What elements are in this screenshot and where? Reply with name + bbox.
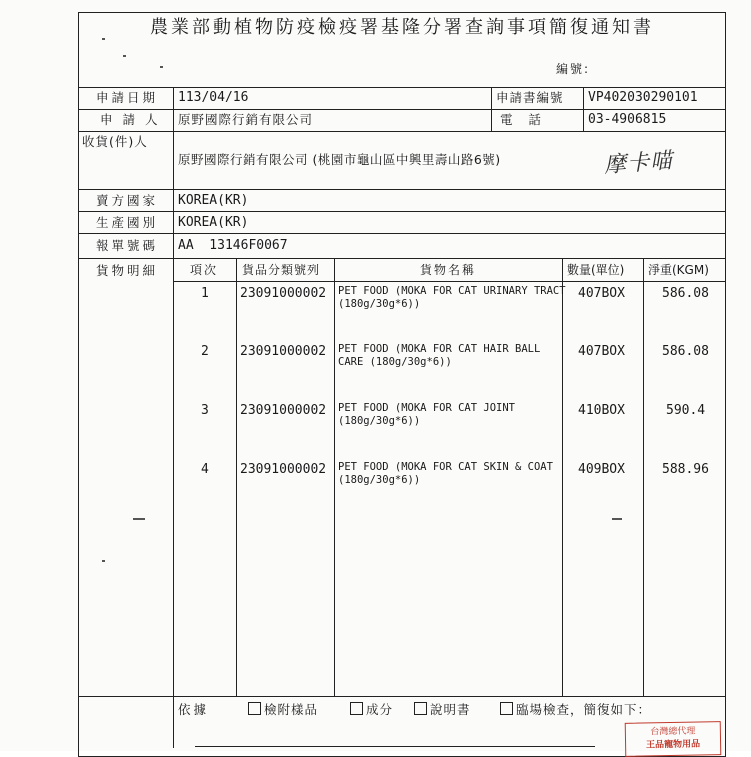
- item-weight: 588.96: [662, 462, 709, 477]
- stamp-line1: 台灣總代理: [650, 726, 696, 738]
- rule: [78, 87, 726, 88]
- item-number: 1: [201, 286, 209, 301]
- checkbox: [414, 702, 427, 715]
- company-stamp: [625, 721, 722, 757]
- item-name-line2: CARE (180g/30g*6)): [338, 356, 452, 368]
- basis-option-ingredients: 成分: [350, 702, 393, 717]
- scan-speck: [160, 66, 163, 68]
- origin-country-value: KOREA(KR): [178, 193, 249, 208]
- item-code: 23091000002: [240, 462, 327, 477]
- checkbox: [248, 702, 261, 715]
- basis-option-inspection: 臨場檢查，簡復如下：: [500, 702, 651, 717]
- scan-speck: [102, 560, 105, 562]
- stamp-line2: 王品寵物用品: [646, 739, 701, 751]
- column-header-item: 項次: [190, 263, 219, 277]
- item-number: 4: [201, 462, 209, 477]
- rule: [78, 258, 726, 259]
- item-name-line2: (180g/30g*6)): [338, 298, 421, 310]
- rule: [78, 109, 726, 110]
- rule: [173, 87, 174, 748]
- applicant-value: 原野國際行銷有限公司: [178, 112, 314, 127]
- declaration-no-value: AA 13146F0067: [178, 238, 288, 253]
- rule: [583, 87, 584, 131]
- apply-date-label: 申請日期: [96, 90, 159, 105]
- item-name-line1: PET FOOD (MOKA FOR CAT JOINT: [338, 402, 516, 414]
- column-header-qty: 數量(單位): [567, 263, 625, 277]
- apply-no-value: VP402030290101: [588, 90, 698, 105]
- basis-option-manual: 說明書: [414, 702, 471, 717]
- rule: [491, 87, 492, 131]
- rule: [78, 211, 726, 212]
- column-header-name: 貨物名稱: [420, 263, 477, 277]
- scan-speck: [133, 518, 145, 520]
- scan-speck: [123, 55, 126, 57]
- item-number: 2: [201, 344, 209, 359]
- column-header-weight: 淨重(KGM): [648, 263, 709, 277]
- document-title: 農業部動植物防疫檢疫署基隆分署查詢事項簡復通知書: [150, 17, 654, 38]
- scan-speck: [612, 518, 622, 520]
- item-weight: 586.08: [662, 286, 709, 301]
- production-country-label: 生產國別: [96, 215, 159, 230]
- handwritten-note: 摩卡喵: [603, 148, 674, 179]
- item-qty: 409BOX: [578, 462, 625, 477]
- number-label: 編號:: [556, 62, 591, 76]
- item-name-line1: PET FOOD (MOKA FOR CAT URINARY TRACT: [338, 285, 566, 297]
- item-number: 3: [201, 403, 209, 418]
- item-qty: 407BOX: [578, 286, 625, 301]
- rule: [643, 258, 644, 696]
- rule: [562, 258, 563, 696]
- production-country-value: KOREA(KR): [178, 215, 249, 230]
- column-header-code: 貨品分類號列: [242, 263, 321, 277]
- apply-no-label: 申請書編號: [496, 90, 564, 105]
- rule: [334, 258, 335, 696]
- item-name-line1: PET FOOD (MOKA FOR CAT SKIN & COAT: [338, 461, 553, 473]
- rule: [78, 696, 726, 697]
- rule: [78, 233, 726, 234]
- applicant-label: 申 請 人: [100, 112, 161, 127]
- checkbox: [500, 702, 513, 715]
- origin-country-label: 賣方國家: [96, 193, 159, 208]
- declaration-no-label: 報單號碼: [96, 238, 159, 253]
- item-weight: 590.4: [666, 403, 706, 418]
- scan-speck: [102, 38, 105, 40]
- item-name-line1: PET FOOD (MOKA FOR CAT HAIR BALL: [338, 343, 541, 355]
- consignee-label: 收貨(件)人: [82, 134, 148, 149]
- rule: [78, 131, 726, 132]
- phone-label: 電 話: [500, 112, 541, 127]
- item-code: 23091000002: [240, 403, 327, 418]
- apply-date-value: 113/04/16: [178, 90, 249, 105]
- item-qty: 407BOX: [578, 344, 625, 359]
- goods-section-label: 貨物明細: [96, 263, 159, 278]
- basis-label: 依據: [178, 702, 210, 717]
- consignee-value: 原野國際行銷有限公司 (桃園市龜山區中興里壽山路6號): [178, 152, 501, 167]
- phone-value: 03-4906815: [588, 112, 667, 127]
- rule: [236, 258, 237, 696]
- basis-option-samples: 檢附樣品: [248, 702, 318, 717]
- item-code: 23091000002: [240, 344, 327, 359]
- item-name-line2: (180g/30g*6)): [338, 415, 421, 427]
- item-qty: 410BOX: [578, 403, 625, 418]
- item-code: 23091000002: [240, 286, 327, 301]
- rule: [78, 189, 726, 190]
- item-name-line2: (180g/30g*6)): [338, 474, 421, 486]
- rule: [195, 746, 595, 747]
- checkbox: [350, 702, 363, 715]
- item-weight: 586.08: [662, 344, 709, 359]
